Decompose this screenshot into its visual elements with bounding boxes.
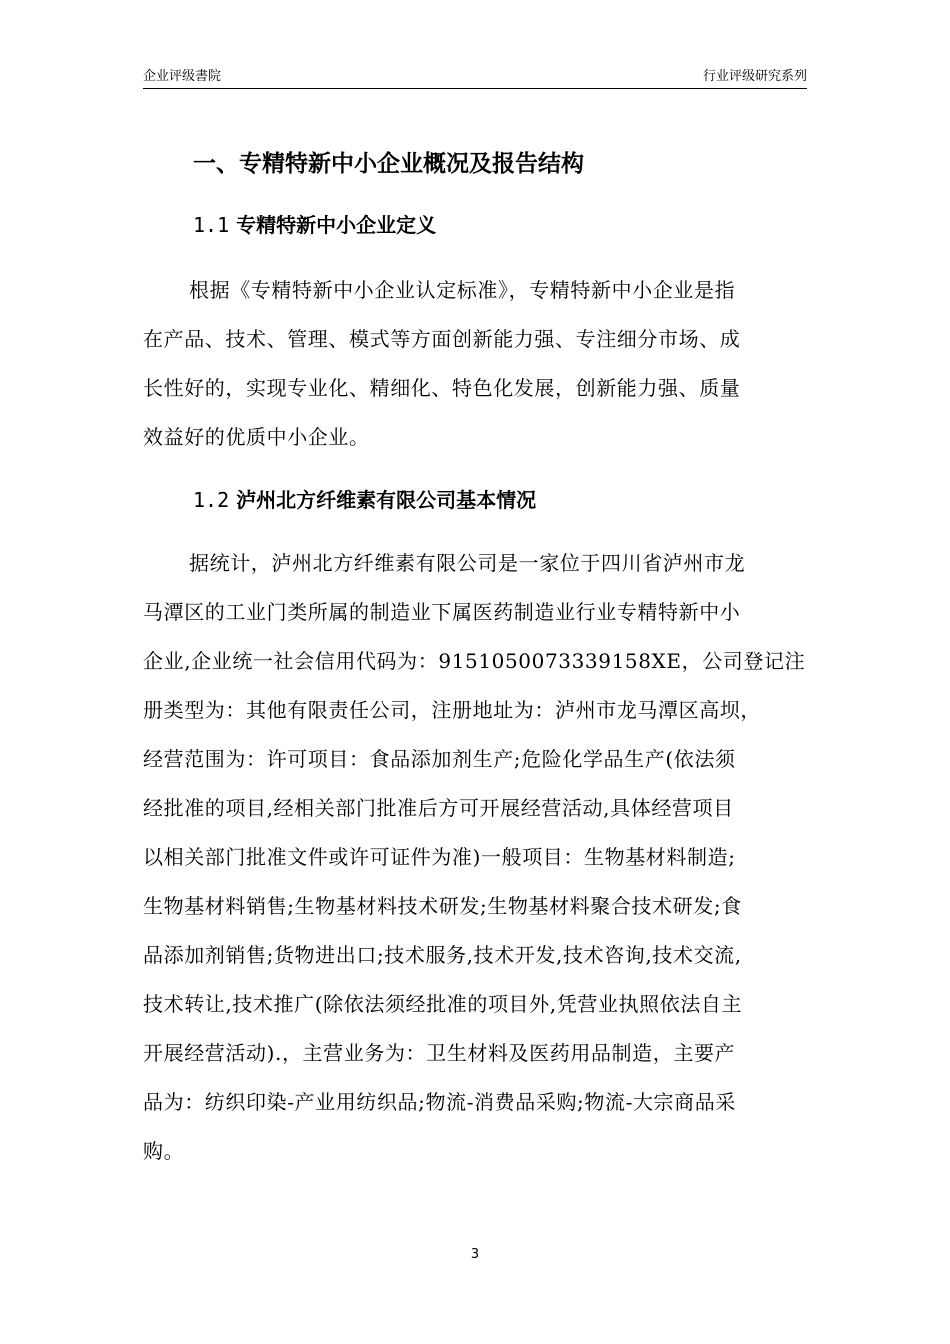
- paragraph-line: 品为：纺织印染-产业用纺织品;物流-消费品采购;物流-大宗商品采: [143, 1090, 736, 1114]
- header-right-text: 行业评级研究系列: [702, 69, 807, 84]
- section-heading: 一、专精特新中小企业概况及报告结构: [193, 151, 584, 177]
- subsection-number: 1.1: [193, 213, 230, 237]
- paragraph-line: 马潭区的工业门类所属的制造业下属医药制造业行业专精特新中小: [143, 600, 741, 624]
- header-left-text: 企业评级書院: [143, 69, 222, 84]
- paragraph-line: 根据《专精特新中小企业认定标准》，专精特新中小企业是指: [189, 278, 736, 302]
- paragraph-line: 企业,企业统一社会信用代码为：9151050073339158XE，公司登记注: [143, 649, 806, 673]
- page-header: [143, 66, 807, 89]
- paragraph-line: 在产品、技术、管理、模式等方面创新能力强、专注细分市场、成: [143, 327, 741, 351]
- paragraph-line: 据统计，泸州北方纤维素有限公司是一家位于四川省泸州市龙: [189, 551, 746, 575]
- paragraph-line: 经营范围为：许可项目：食品添加剂生产;危险化学品生产(依法须: [143, 747, 736, 771]
- paragraph-line: 效益好的优质中小企业。: [143, 425, 370, 449]
- paragraph-line: 技术转让,技术推广(除依法须经批准的项目外,凭营业执照依法自主: [143, 992, 743, 1016]
- subsection-heading-1-1: [193, 210, 436, 240]
- subsection-heading-1-2: [193, 485, 536, 515]
- paragraph-line: 以相关部门批准文件或许可证件为准)一般项目：生物基材料制造;: [143, 845, 736, 869]
- paragraph-line: 开展经营活动).，主营业务为：卫生材料及医药用品制造，主要产: [143, 1041, 736, 1065]
- paragraph-line: 经批准的项目,经相关部门批准后方可开展经营活动,具体经营项目: [143, 796, 734, 820]
- paragraph-line: 册类型为：其他有限责任公司，注册地址为：泸州市龙马潭区高坝，: [143, 698, 761, 722]
- paragraph-line: 长性好的，实现专业化、精细化、特色化发展，创新能力强、质量: [143, 376, 741, 400]
- subsection-number: 1.2: [193, 488, 230, 512]
- definition-paragraph: [143, 266, 815, 462]
- page-number: 3: [470, 1247, 480, 1262]
- paragraph-line: 购。: [143, 1139, 185, 1163]
- company-info-paragraph: [143, 539, 815, 1176]
- subsection-title: 专精特新中小企业定义: [236, 213, 437, 237]
- paragraph-line: 生物基材料销售;生物基材料技术研发;生物基材料聚合技术研发;食: [143, 894, 742, 918]
- subsection-title: 泸州北方纤维素有限公司基本情况: [236, 488, 537, 512]
- paragraph-line: 品添加剂销售;货物进出口;技术服务,技术开发,技术咨询,技术交流,: [143, 943, 742, 967]
